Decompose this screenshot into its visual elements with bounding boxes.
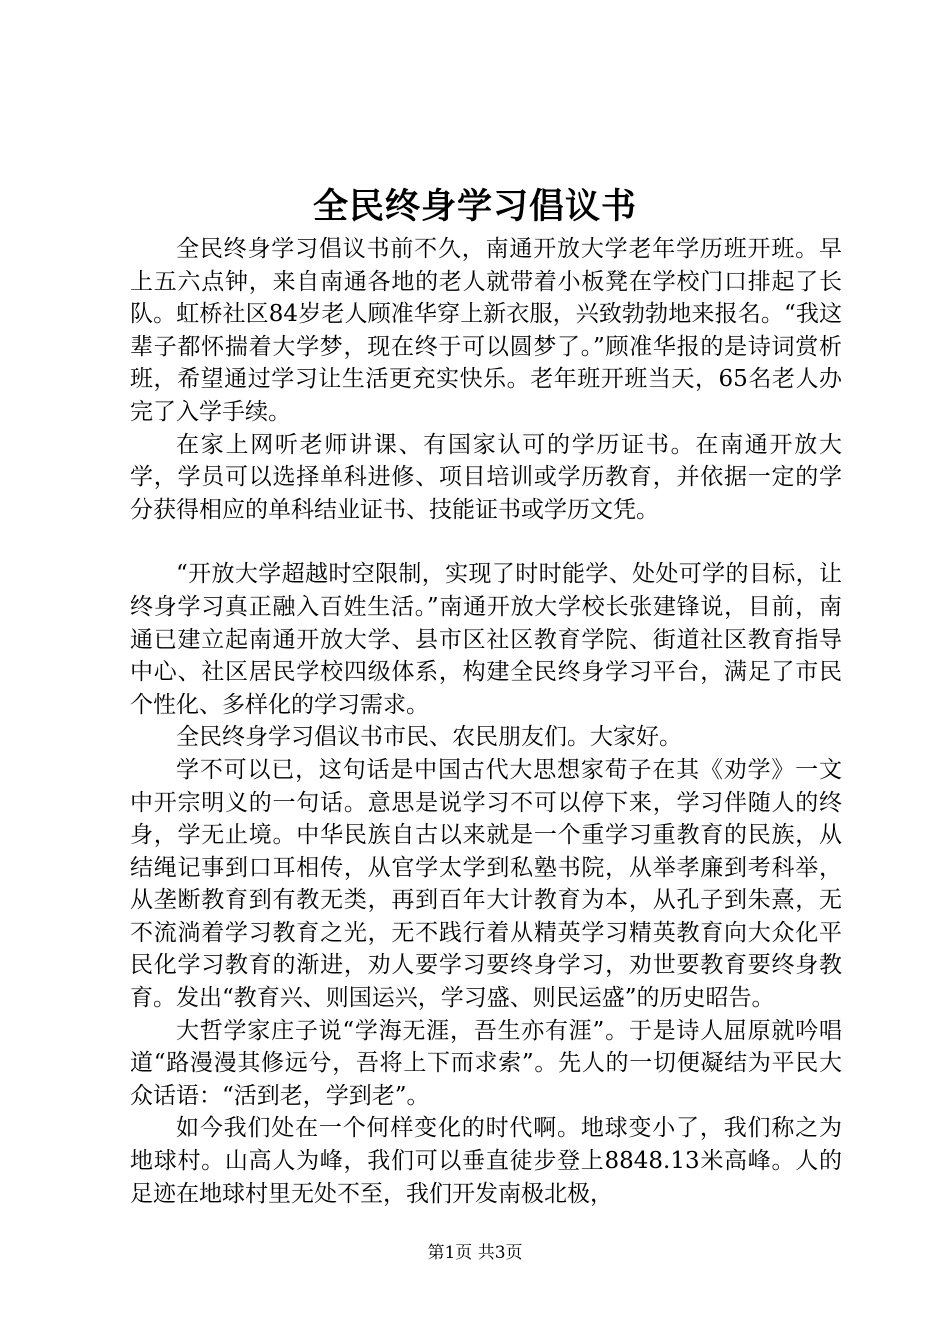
paragraph-1: 全民终身学习倡议书前不久，南通开放大学老年学历班开班。早上五六点钟，来自南通各地的老人就带着小板凳在学校门口排起了长队。虹桥社区84岁老人顾准华穿上新衣服，兴致勃勃地来报名。“我这辈子都怀揣着大学梦，现在终于可以圆梦了。”顾准华报的是诗词赏析班，希望通过学习让生活更充实快乐。老年班开班当天，65名老人办完了入学手续。: [130, 236, 842, 425]
document-title: 全民终身学习倡议书: [312, 186, 637, 227]
document-body: [130, 233, 842, 1210]
paragraph-5: 学不可以已，这句话是中国古代大思想家荀子在其《劝学》一文中开宗明义的一句话。意思是说学习不可以停下来，学习伴随人的终身，学无止境。中华民族自古以来就是一个重学习重教育的民族，从结绳记事到口耳相传，从官学太学到私塾书院，从举孝廉到考科举，从垄断教育到有教无类，再到百年大计教育为本，从孔子到朱熹，无不流淌着学习教育之光，无不践行着从精英学习精英教育向大众化平民化学习教育的渐进，劝人要学习要终身学习，劝世要教育要终身教育。发出“教育兴、则国运兴，学习盛、则民运盛”的历史昭告。: [130, 756, 842, 1012]
paragraph-7: 如今我们处在一个何样变化的时代啊。地球变小了，我们称之为地球村。山高人为峰，我们可以垂直徒步登上8848.13米高峰。人的足迹在地球村里无处不至，我们开发南极北极，: [130, 1115, 842, 1207]
paragraph-6: 大哲学家庄子说“学海无涯，吾生亦有涯”。于是诗人屈原就吟唱道“路漫漫其修远兮，吾将上下而求索”。先人的一切便凝结为平民大众话语：“活到老，学到老”。: [130, 1017, 842, 1109]
paragraph-3: “开放大学超越时空限制，实现了时时能学、处处可学的目标，让终身学习真正融入百姓生活。”南通开放大学校长张建锋说，目前，南通已建立起南通开放大学、县市区社区教育学院、街道社区教育指导中心、社区居民学校四级体系，构建全民终身学习平台，满足了市民个性化、多样化的学习需求。: [130, 561, 842, 718]
paragraph-4: 全民终身学习倡议书市民、农民朋友们。大家好。: [176, 724, 682, 751]
paragraph-2: 在家上网听老师讲课、有国家认可的学历证书。在南通开放大学，学员可以选择单科进修、项目培训或学历教育，并依据一定的学分获得相应的单科结业证书、技能证书或学历文凭。: [130, 431, 842, 523]
page-number-footer: 第1页 共3页: [427, 1243, 523, 1263]
